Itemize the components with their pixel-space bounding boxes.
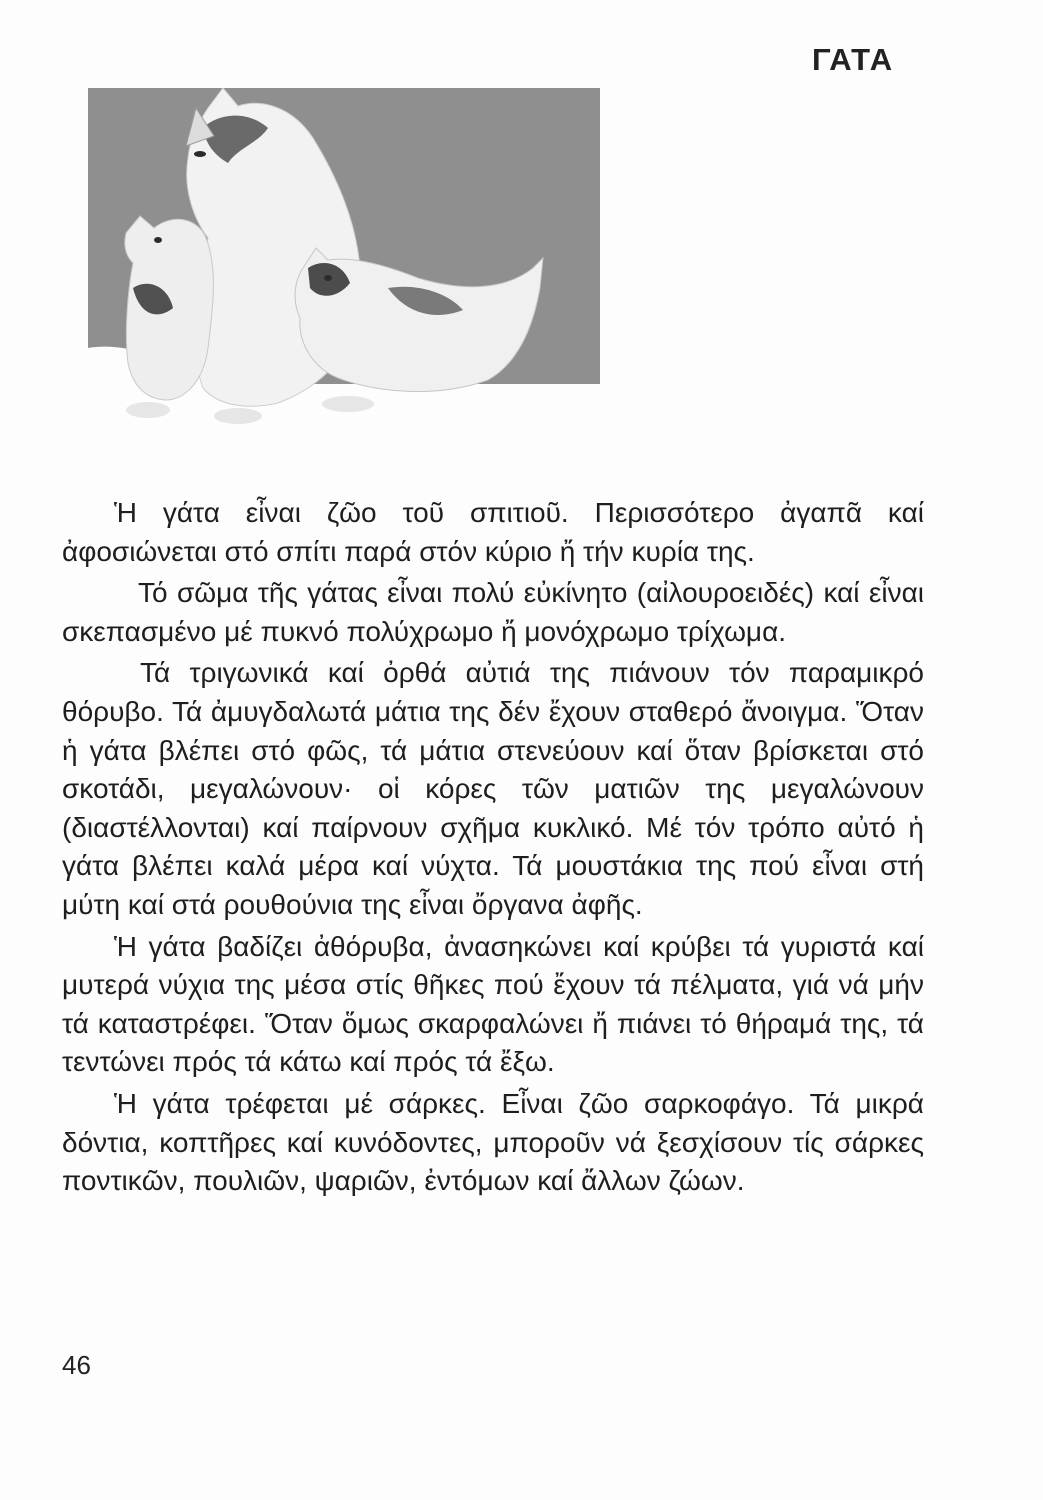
mother-cat-eye — [194, 151, 206, 157]
paragraph-1: Ἡ γάτα εἶναι ζῶο τοῦ σπιτιοῦ. Περισσότερο ἀγαπᾶ καί ἀφοσιώνεται στό σπίτι παρά στόν κύριο ἤ τήν κυρία της. — [62, 497, 924, 567]
paragraph-5: Ἡ γάτα τρέφεται μέ σάρκες. Εἶναι ζῶο σαρκοφάγο. Τά μικρά δόντια, κοπτῆρες καί κυνόδοντες, μποροῦν νά ξεσχίσουν τίς σάρκες ποντικῶν, πουλιῶν, ψαριῶν, ἐντόμων καί ἄλλων ζώων. — [62, 1087, 924, 1197]
body-text — [62, 494, 924, 1201]
kitten-right-eye — [324, 275, 332, 281]
page-number: 46 — [62, 1350, 91, 1380]
paw-3 — [322, 396, 374, 412]
paragraph-2: Τό σῶμα τῆς γάτας εἶναι πολύ εὐκίνητο (αἰλουροειδές) καί εἶναι σκεπασμένο μέ πυκνό πολύχρωμο ἤ μονόχρωμο τρίχωμα. — [62, 577, 924, 647]
paragraph-4: Ἡ γάτα βαδίζει ἀθόρυβα, ἀνασηκώνει καί κρύβει τά γυριστά καί μυτερά νύχια της μέσα στίς θῆκες πού ἔχουν τά πέλματα, γιά νά μήν τά καταστρέφει. Ὅταν ὅμως σκαρφαλώνει ἤ πιάνει τό θήραμά της, τά τεντώνει πρός τά κάτω καί πρός τά ἔξω. — [62, 930, 924, 1078]
page-title: ΓΑΤΑ — [812, 42, 895, 77]
paw-1 — [126, 402, 170, 418]
paragraph-3: Τά τριγωνικά καί ὀρθά αὐτιά της πιάνουν τόν παραμικρό θόρυβο. Τά ἀμυγδαλωτά μάτια της δέν ἔχουν σταθερό ἄνοιγμα. Ὅταν ἡ γάτα βλέπει στό φῶς, τά μάτια στενεύουν καί ὅταν βρίσκεται στό σκοτάδι, μεγαλώνουν· οἱ κόρες τῶν ματιῶν της μεγαλώνουν (διαστέλλονται) καί παίρνουν σχῆμα κυκλικό. Μέ τόν τρόπο αὐτό ἡ γάτα βλέπει καλά μέρα καί νύχτα. Τά μουστάκια της πού εἶναι στή μύτη καί στά ρουθούνια της εἶναι ὄργανα ἀφῆς. — [62, 657, 924, 920]
cat-illustration — [88, 88, 648, 448]
kitten-left-eye — [154, 237, 162, 243]
paw-2 — [214, 408, 262, 424]
